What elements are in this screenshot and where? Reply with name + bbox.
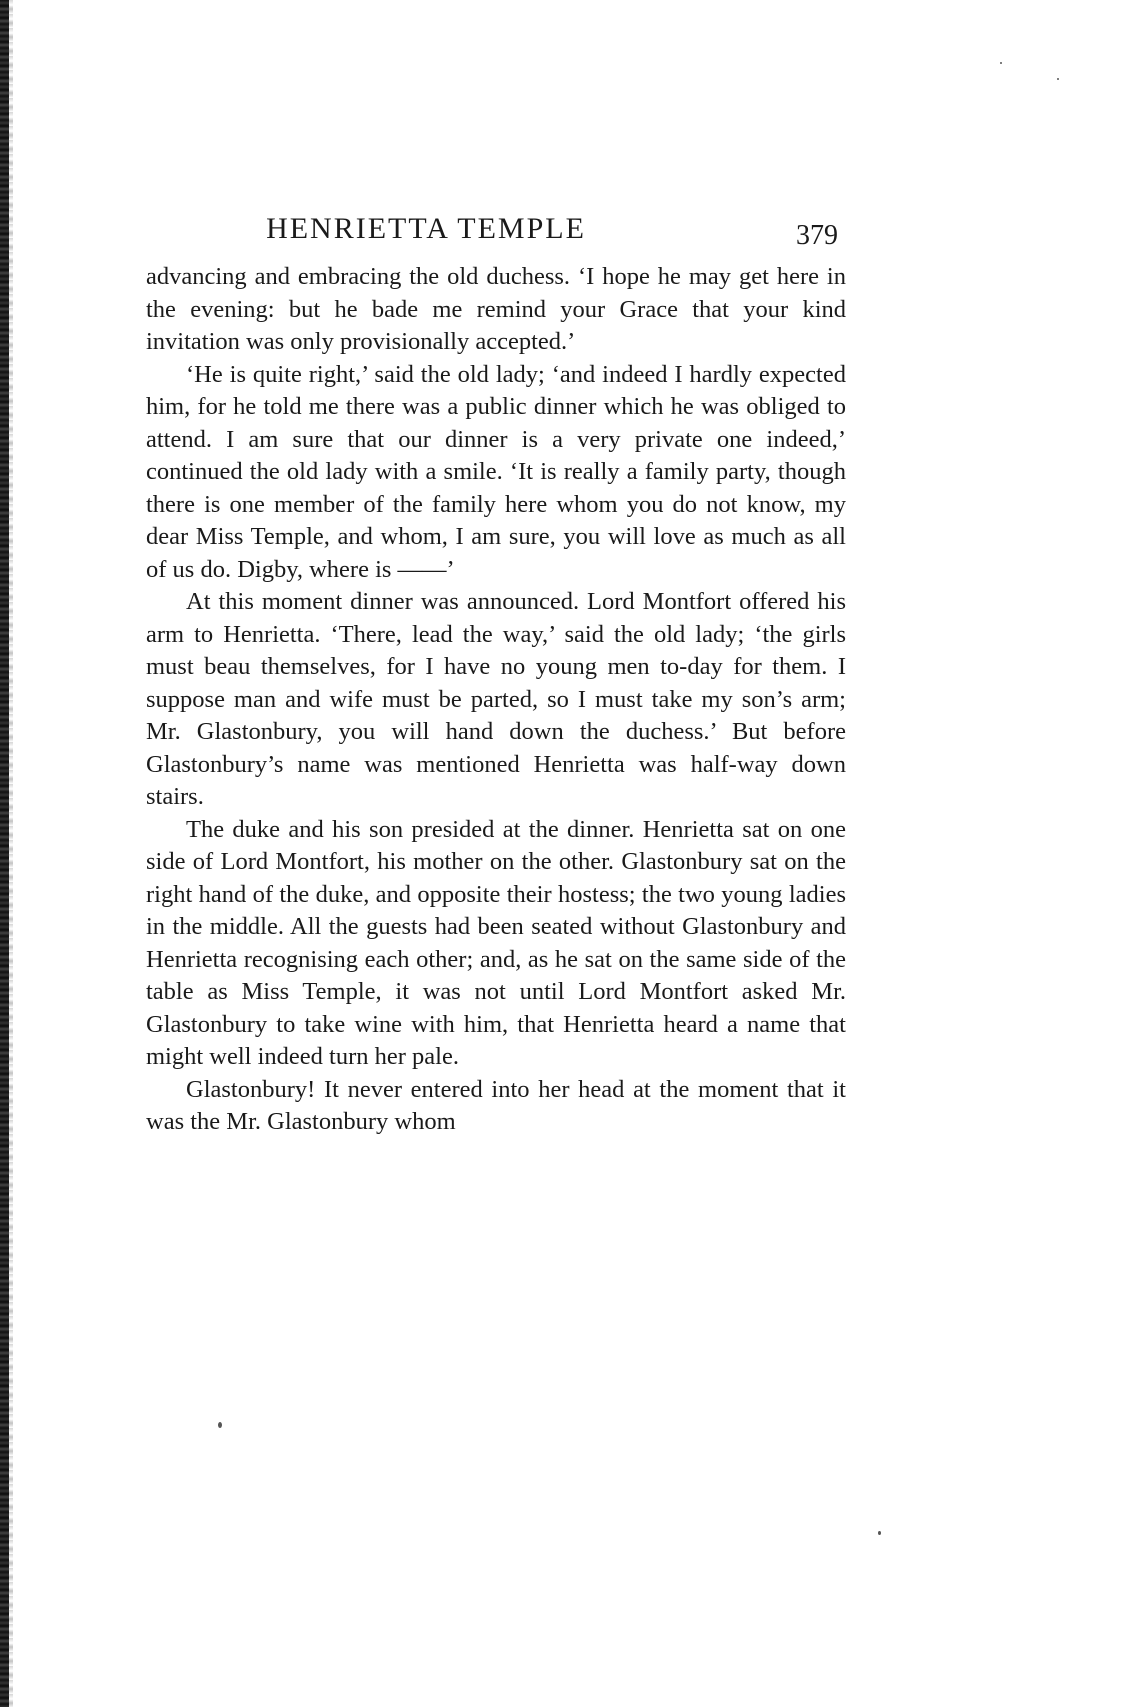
paper-speck	[878, 1531, 881, 1535]
paragraph: ‘He is quite right,’ said the old lady; ‘and indeed I hardly expected him, for he told me there was a public dinner which he was obliged to attend. I am sure that our dinner is a very private one indeed,’ continued the old lady with a smile. ‘It is really a family party, though there is one member of the family here whom you do not know, my dear Miss Temple, and whom, I am sure, you will love as much as all of us do. Digby, where is ——’	[146, 360, 846, 583]
running-title: HENRIETTA TEMPLE	[266, 212, 586, 245]
paragraph: The duke and his son presided at the dinner. Henrietta sat on one side of Lord Montfort, his mother on the other. Glastonbury sat on the right hand of the duke, and opposite their hostess; the two young ladies in the middle. All the guests had been seated without Glastonbury and Henrietta recognising each other; and, as he sat on the same side of the table as Miss Temple, it was not until Lord Montfort asked Mr. Glastonbury to take wine with him, that Henrietta heard a name that might well indeed turn her pale.	[146, 815, 846, 1070]
page-number: 379	[796, 220, 838, 251]
paper-speck	[1057, 78, 1059, 80]
paragraph: Glastonbury! It never entered into her head at the moment that it was the Mr. Glastonbury whom	[146, 1075, 846, 1135]
book-spine-shadow	[0, 0, 9, 1707]
page-body	[146, 261, 846, 1139]
paragraph: At this moment dinner was announced. Lord Montfort offered his arm to Henrietta. ‘There, lead the way,’ said the old lady; ‘the girls must beau themselves, for I have no young men to-day for them. I suppose man and wife must be parted, so I must take my son’s arm; Mr. Glastonbury, you will hand down the duchess.’ But before Glastonbury’s name was mentioned Henrietta was half-way down stairs.	[146, 588, 846, 810]
page-header	[146, 212, 846, 252]
paragraph-continuation: advancing and embracing the old duchess. ‘I hope he may get here in the evening: but he bade me remind your Grace that your kind invitation was only provisionally accepted.’	[146, 263, 846, 355]
paper-speck	[1000, 62, 1002, 64]
page-edge	[9, 0, 13, 1707]
paper-speck	[218, 1422, 222, 1428]
